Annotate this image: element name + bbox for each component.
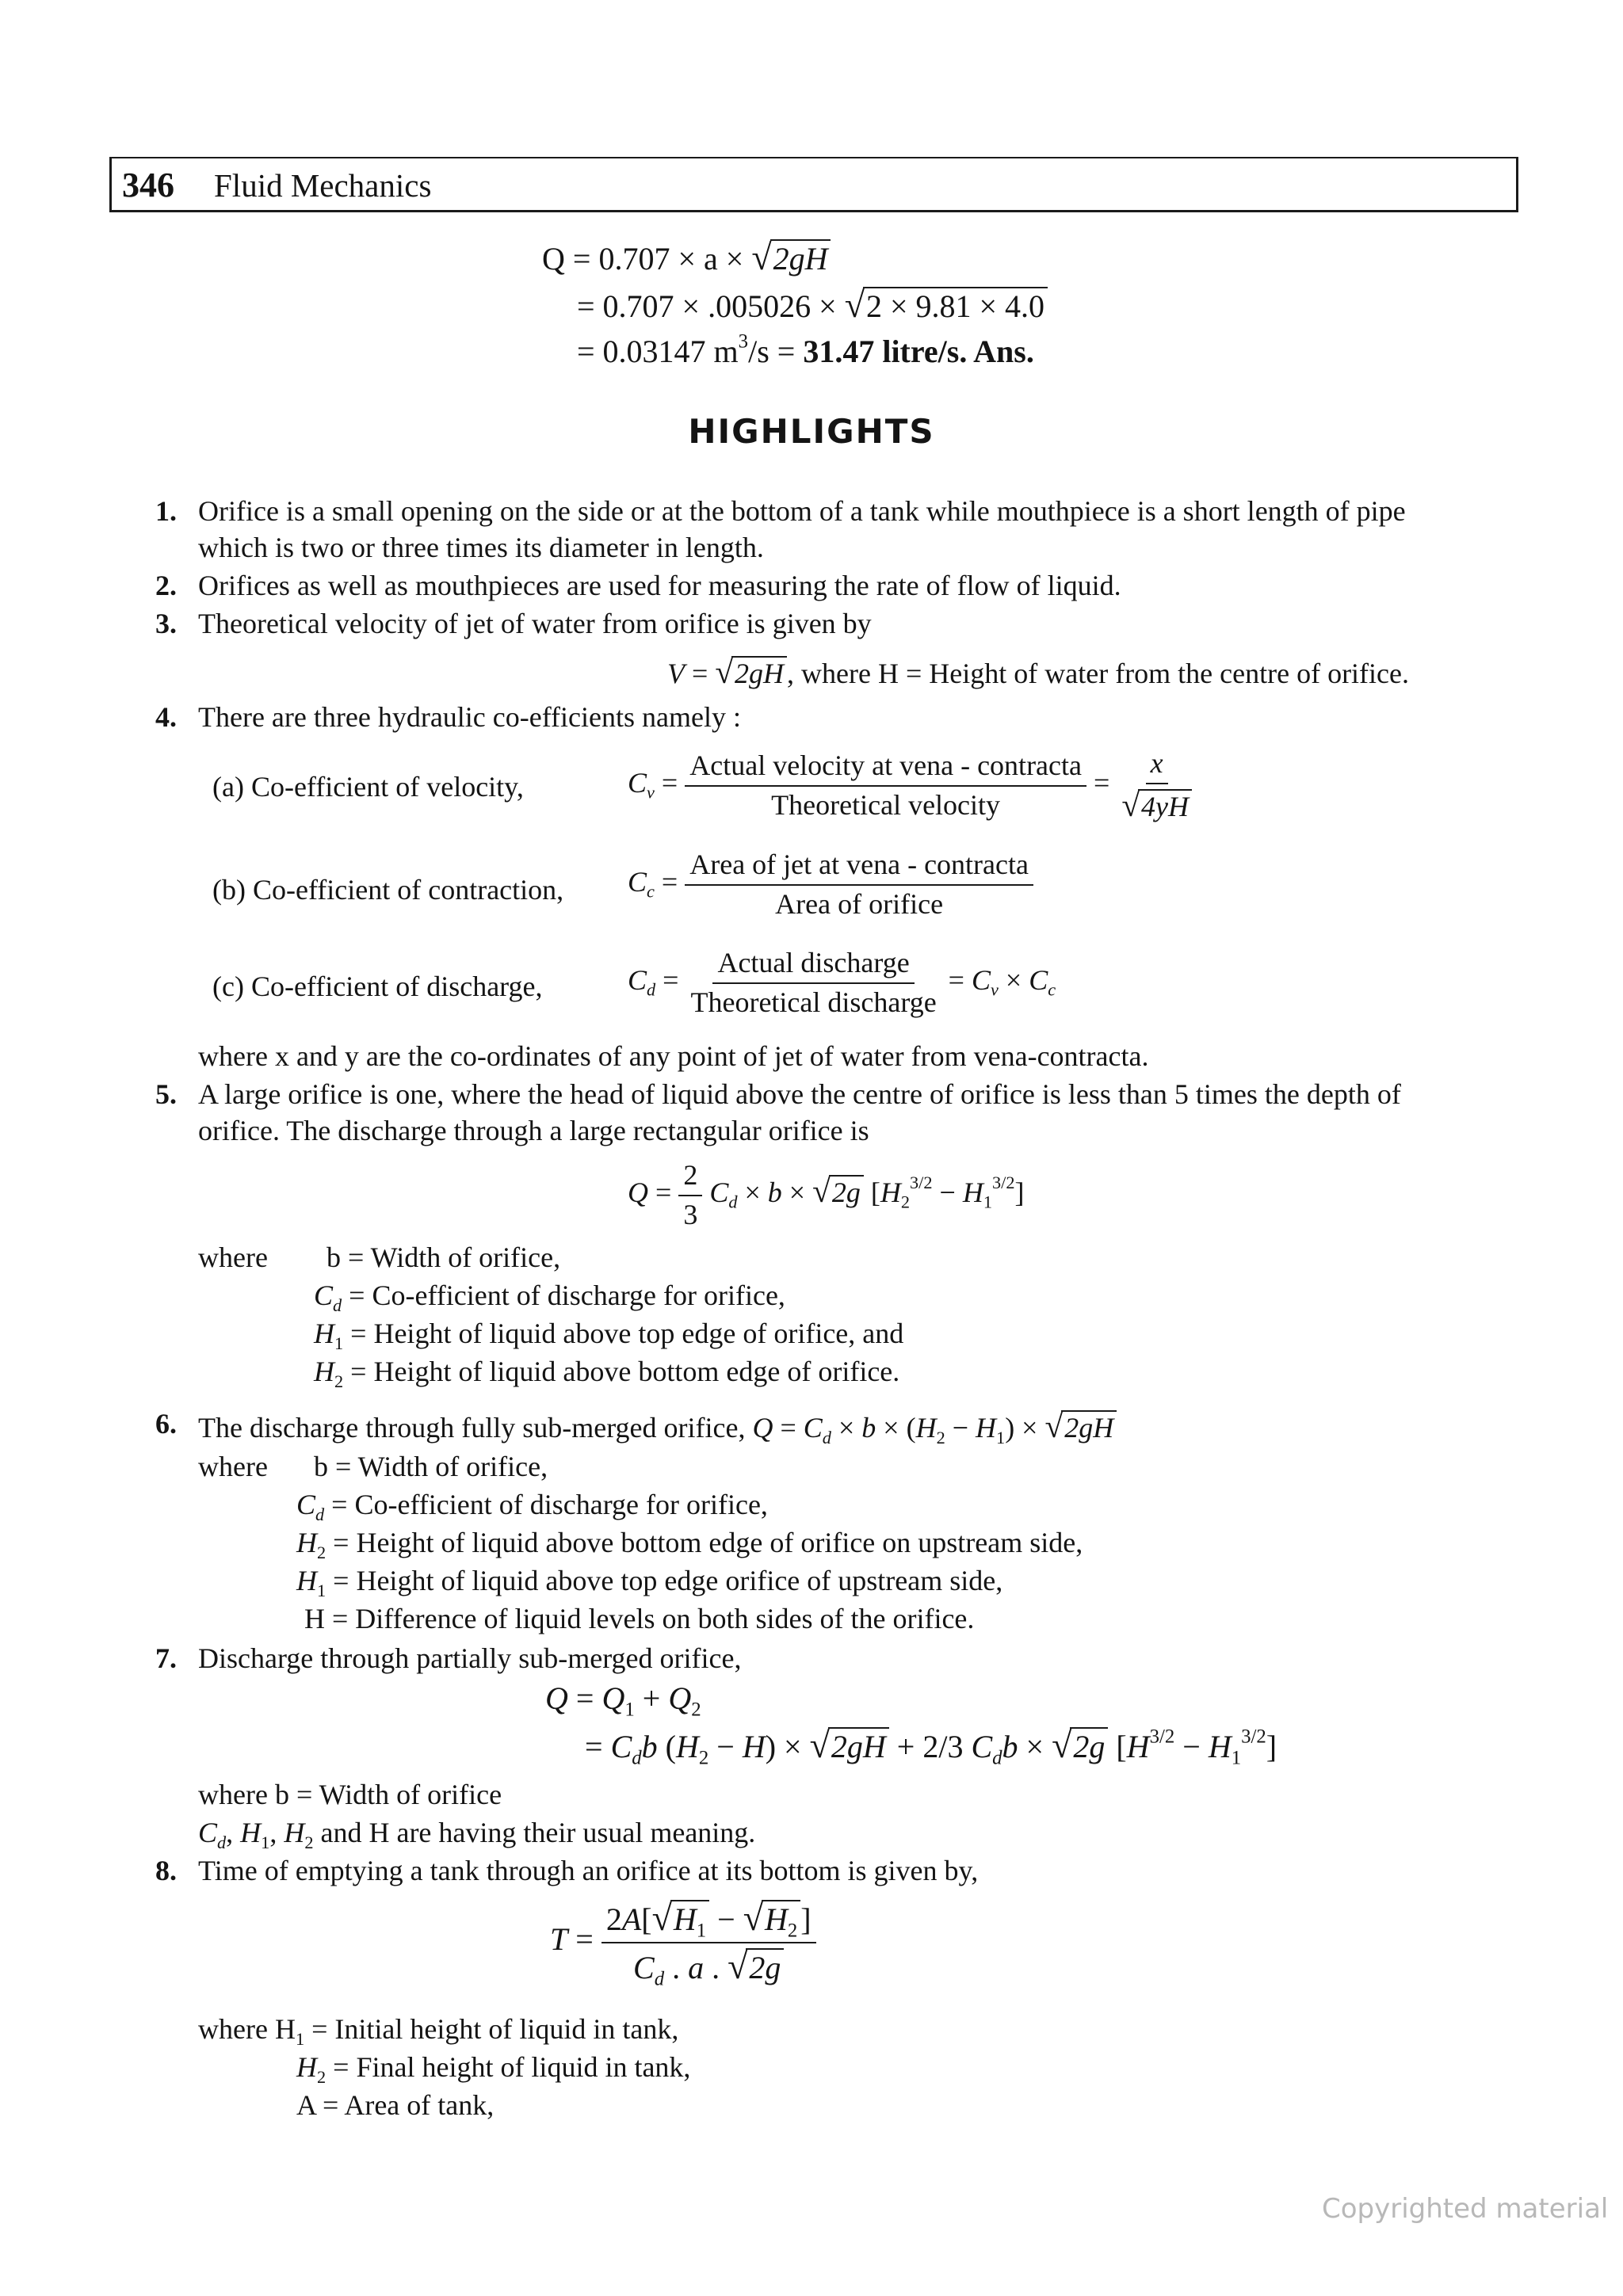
velocity-formula-tail: , where H = Height of water from the centre of orifice. [787,658,1409,689]
section-heading: HIGHLIGHTS [688,412,935,451]
coef-contraction-label: (b) Co-efficient of contraction, [212,874,564,906]
running-head: Fluid Mechanics [214,167,432,204]
item-number: 7. [155,1642,177,1674]
item-number: 4. [155,701,177,733]
sqrt-symbol: √2 × 9.81 × 4.0 [845,284,1048,326]
item-1-line-2: which is two or three times its diameter in length. [198,532,764,563]
coef-velocity-denominator: Theoretical velocity [771,788,1001,821]
item-8-def-2: $H_2$ = Final height of liquid in tank, [296,2051,691,2087]
page-number: 346 [122,166,174,204]
item-5-def-4: $H_2$ = Height of liquid above bottom edge of orifice. [314,1356,900,1391]
item-5-def-2: $C_d$ = Co-efficient of discharge for orifice, [314,1280,785,1315]
calc-line-1 [542,236,831,278]
coef-discharge-denominator: Theoretical discharge [690,986,937,1018]
item-3-line-1: Theoretical velocity of jet of water from orifice is given by [198,608,872,639]
item-6-def-5: H = Difference of liquid levels on both sides of the orifice. [304,1603,975,1634]
item-1-line-1: Orifice is a small opening on the side or at the bottom of a tank while mouthpiece is a short length of pipe [198,495,1406,527]
calc-line-3-unit: /s = [748,334,796,369]
calc-line-2-lhs: = 0.707 × .005026 × [577,288,837,324]
calc-answer: 31.47 litre/s. Ans. [803,334,1034,369]
coef-velocity-numerator: Actual velocity at vena - contracta [685,750,1086,787]
partial-orifice-formula-2: = $C_db$ $(H_2 - H) \times √2gH + 2/3$ $C_db \times √2g$ $[H^{3/2} - H_1^{3/2}]$ [585,1725,1277,1769]
calc-line-3: = 0.03147 $m^3/s = 31.47$ litre/s. Ans. [577,330,1034,369]
coef-discharge-numerator: Actual discharge [712,948,914,984]
item-number: 5. [155,1078,177,1110]
item-5-def-3: $H_1$ = Height of liquid above top edge of orifice, and [314,1318,904,1353]
coef-contraction-formula: $C_c$ = $\frac{\text{Area of jet at vena - contracta}}{\text{Area of orifice}}$ [628,849,1033,920]
item-5-line-1: A large orifice is one, where the head of liquid above the centre of orifice is less than 5 times the depth of [198,1078,1401,1110]
large-orifice-formula: Q = $\frac{2}{3}$ $C_d \times b \times √2g$ $[H_2^{3/2} - H_1^{3/2}]$ [628,1159,1025,1230]
velocity-formula: V = √2gH , where H = Height of water from the centre of orifice. [667,654,1409,690]
calc-line-1-radicand: 2gH [773,241,828,277]
coef-discharge-formula: $C_d$ = $\frac{\text{Actual discharge}}{\text{Theoretical discharge}}$ = $C_v \times C_c$ [628,947,1056,1018]
coef-discharge-label: (c) Co-efficient of discharge, [212,971,543,1002]
item-2-line-1: Orifices as well as mouthpieces are used for measuring the rate of flow of liquid. [198,570,1121,601]
coef-velocity-rhs-radicand: 4yH [1141,790,1190,822]
item-6-def-4: $H_1$ = Height of liquid above top edge orifice of upstream side, [296,1565,1003,1600]
item-5-def-1: b = Width of orifice, [327,1241,561,1273]
calc-line-2-radicand: 2 × 9.81 × 4.0 [863,287,1048,323]
calc-line-3-text: = 0.03147 m [577,334,739,369]
item-6-def-2: $C_d$ = Co-efficient of discharge for orifice, [296,1489,768,1524]
item-7-line-1: Discharge through partially sub-merged orifice, [198,1642,742,1674]
item-number: 8. [155,1855,177,1886]
item-number: 3. [155,608,177,639]
coef-contraction-denominator: Area of orifice [775,887,944,920]
item-number: 1. [155,495,177,527]
item-4-line-1: There are three hydraulic co-efficients namely : [198,701,741,733]
item-5-line-2: orifice. The discharge through a large rectangular orifice is [198,1115,869,1146]
item-number: 2. [155,570,177,601]
coef-velocity-formula: $C_v$ = $\frac{\text{Actual velocity at vena - contracta}}{\text{Theoretical velocity}}$ = $\frac{x}{√4yH}$ [628,748,1197,823]
item-6-line-1: The discharge through fully sub-merged orifice, $Q = C_d \times b \times (H_2 - H_1) \times √2gH$ [198,1407,1117,1445]
item-6-def-3: $H_2$ = Height of liquid above bottom edge of orifice on upstream side, [296,1527,1083,1562]
item-7-def-1: where b = Width of orifice [198,1779,502,1810]
item-8-line-1: Time of emptying a tank through an orifice at its bottom is given by, [198,1855,979,1886]
coef-velocity-label: (a) Co-efficient of velocity, [212,771,524,803]
emptying-time-formula: T = $\frac{2A[√H_1 - √H_2 ]}{C_d . a . √2g}$ [550,1898,816,1986]
item-8-def-1: where $H_1$ = Initial height of liquid in tank, [198,2013,679,2049]
calc-line-2 [577,284,1048,326]
sqrt-symbol: √2gH [751,236,831,278]
item-6-def-1: b = Width of orifice, [314,1451,548,1482]
item-number: 6. [155,1408,177,1440]
item-7-def-2: $C_d$, $H_1$, $H_2$ and H are having their usual meaning. [198,1817,756,1852]
item-4-note: where x and y are the co-ordinates of any point of jet of water from vena-contracta. [198,1040,1149,1072]
coef-velocity-rhs-numerator: x [1150,747,1163,779]
coef-contraction-numerator: Area of jet at vena - contracta [685,849,1033,886]
calc-line-1-lhs: Q = 0.707 × a × [542,241,744,277]
copyright-watermark: Copyrighted material [1322,2193,1609,2225]
partial-orifice-formula-1: $Q = Q_1 + Q_2$ [545,1680,701,1721]
item-6-where: where [198,1451,268,1482]
item-8-def-3: A = Area of tank, [296,2089,495,2121]
item-5-where: where [198,1241,268,1273]
